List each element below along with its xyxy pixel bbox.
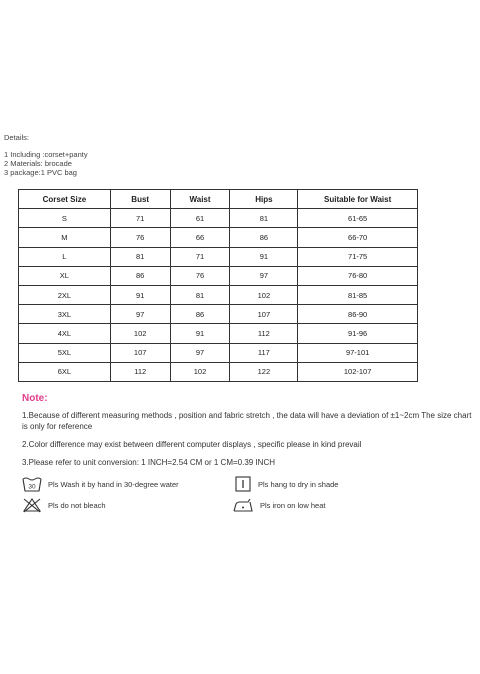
table-cell: 81 (110, 247, 170, 266)
table-cell: 2XL (19, 285, 111, 304)
table-cell: 107 (230, 305, 298, 324)
table-cell: 61-65 (298, 209, 418, 228)
table-cell: 5XL (19, 343, 111, 362)
table-cell: 61 (170, 209, 230, 228)
details-line: 3 package:1 PVC bag (4, 168, 77, 177)
table-cell: 3XL (19, 305, 111, 324)
table-cell: 97-101 (298, 343, 418, 362)
table-cell: 66-70 (298, 228, 418, 247)
table-cell: 102-107 (298, 362, 418, 381)
table-cell: 102 (110, 324, 170, 343)
table-cell: 66 (170, 228, 230, 247)
table-cell: 107 (110, 343, 170, 362)
table-row (19, 228, 418, 247)
header-bust: Bust (110, 190, 170, 209)
care-no-bleach-label: Pls do not bleach (48, 500, 106, 510)
table-cell: 71-75 (298, 247, 418, 266)
care-iron (232, 497, 325, 513)
table-row (19, 305, 418, 324)
table-row (19, 209, 418, 228)
care-iron-label: Pls iron on low heat (260, 500, 326, 510)
table-cell: 86-90 (298, 305, 418, 324)
table-row (19, 285, 418, 304)
header-hips: Hips (230, 190, 298, 209)
table-cell: 76 (110, 228, 170, 247)
table-cell: 91 (110, 285, 170, 304)
table-row (19, 343, 418, 362)
table-cell: 97 (230, 266, 298, 285)
header-waist: Waist (170, 190, 230, 209)
care-wash-label: Pls Wash it by hand in 30-degree water (48, 479, 179, 489)
care-hang-dry-label: Pls hang to dry in shade (258, 479, 339, 489)
note-item: 1.Because of different measuring methods , position and fabric stretch , the data will have a deviation of ±1~2cm The size chart is only for reference (22, 411, 472, 431)
table-cell: 86 (230, 228, 298, 247)
size-table-body (19, 209, 418, 382)
table-cell: L (19, 247, 111, 266)
details-line: 2 Materials: brocade (4, 159, 72, 168)
table-cell: 97 (110, 305, 170, 324)
table-cell: 86 (110, 266, 170, 285)
table-cell: 112 (230, 324, 298, 343)
table-cell: 91-96 (298, 324, 418, 343)
table-cell: 76-80 (298, 266, 418, 285)
note-list (22, 410, 472, 475)
no-bleach-icon (22, 497, 42, 513)
table-row (19, 247, 418, 266)
table-cell: 102 (170, 362, 230, 381)
table-cell: 102 (230, 285, 298, 304)
table-cell: 76 (170, 266, 230, 285)
care-wash (22, 475, 179, 493)
table-row (19, 362, 418, 381)
table-cell: XL (19, 266, 111, 285)
table-cell: S (19, 209, 111, 228)
table-cell: M (19, 228, 111, 247)
details-block (4, 133, 88, 177)
table-cell: 86 (170, 305, 230, 324)
table-cell: 91 (230, 247, 298, 266)
hang-dry-icon (234, 475, 252, 493)
iron-low-icon (232, 497, 254, 513)
table-header-row (19, 190, 418, 209)
table-cell: 81 (170, 285, 230, 304)
table-cell: 81 (230, 209, 298, 228)
table-cell: 91 (170, 324, 230, 343)
care-hang-dry (234, 475, 338, 493)
table-cell: 112 (110, 362, 170, 381)
details-line: 1 Including :corset+panty (4, 150, 88, 159)
wash-30-icon (22, 475, 42, 493)
note-item: 2.Color difference may exist between different computer displays , specific please in kind prevail (22, 440, 362, 449)
table-cell: 97 (170, 343, 230, 362)
table-cell: 6XL (19, 362, 111, 381)
table-cell: 122 (230, 362, 298, 381)
details-title: Details: (4, 133, 30, 142)
note-title: Note: (22, 393, 48, 404)
table-cell: 71 (170, 247, 230, 266)
table-cell: 4XL (19, 324, 111, 343)
note-item: 3.Please refer to unit conversion: 1 INCH=2.54 CM or 1 CM=0.39 INCH (22, 458, 275, 467)
header-corset-size: Corset Size (19, 190, 111, 209)
table-cell: 81-85 (298, 285, 418, 304)
table-cell: 117 (230, 343, 298, 362)
table-cell: 71 (110, 209, 170, 228)
size-chart-table (18, 189, 418, 382)
wash-degree: 30 (28, 483, 36, 491)
table-row (19, 266, 418, 285)
care-no-bleach (22, 497, 106, 513)
table-row (19, 324, 418, 343)
header-suitable-waist: Suitable for Waist (298, 190, 418, 209)
